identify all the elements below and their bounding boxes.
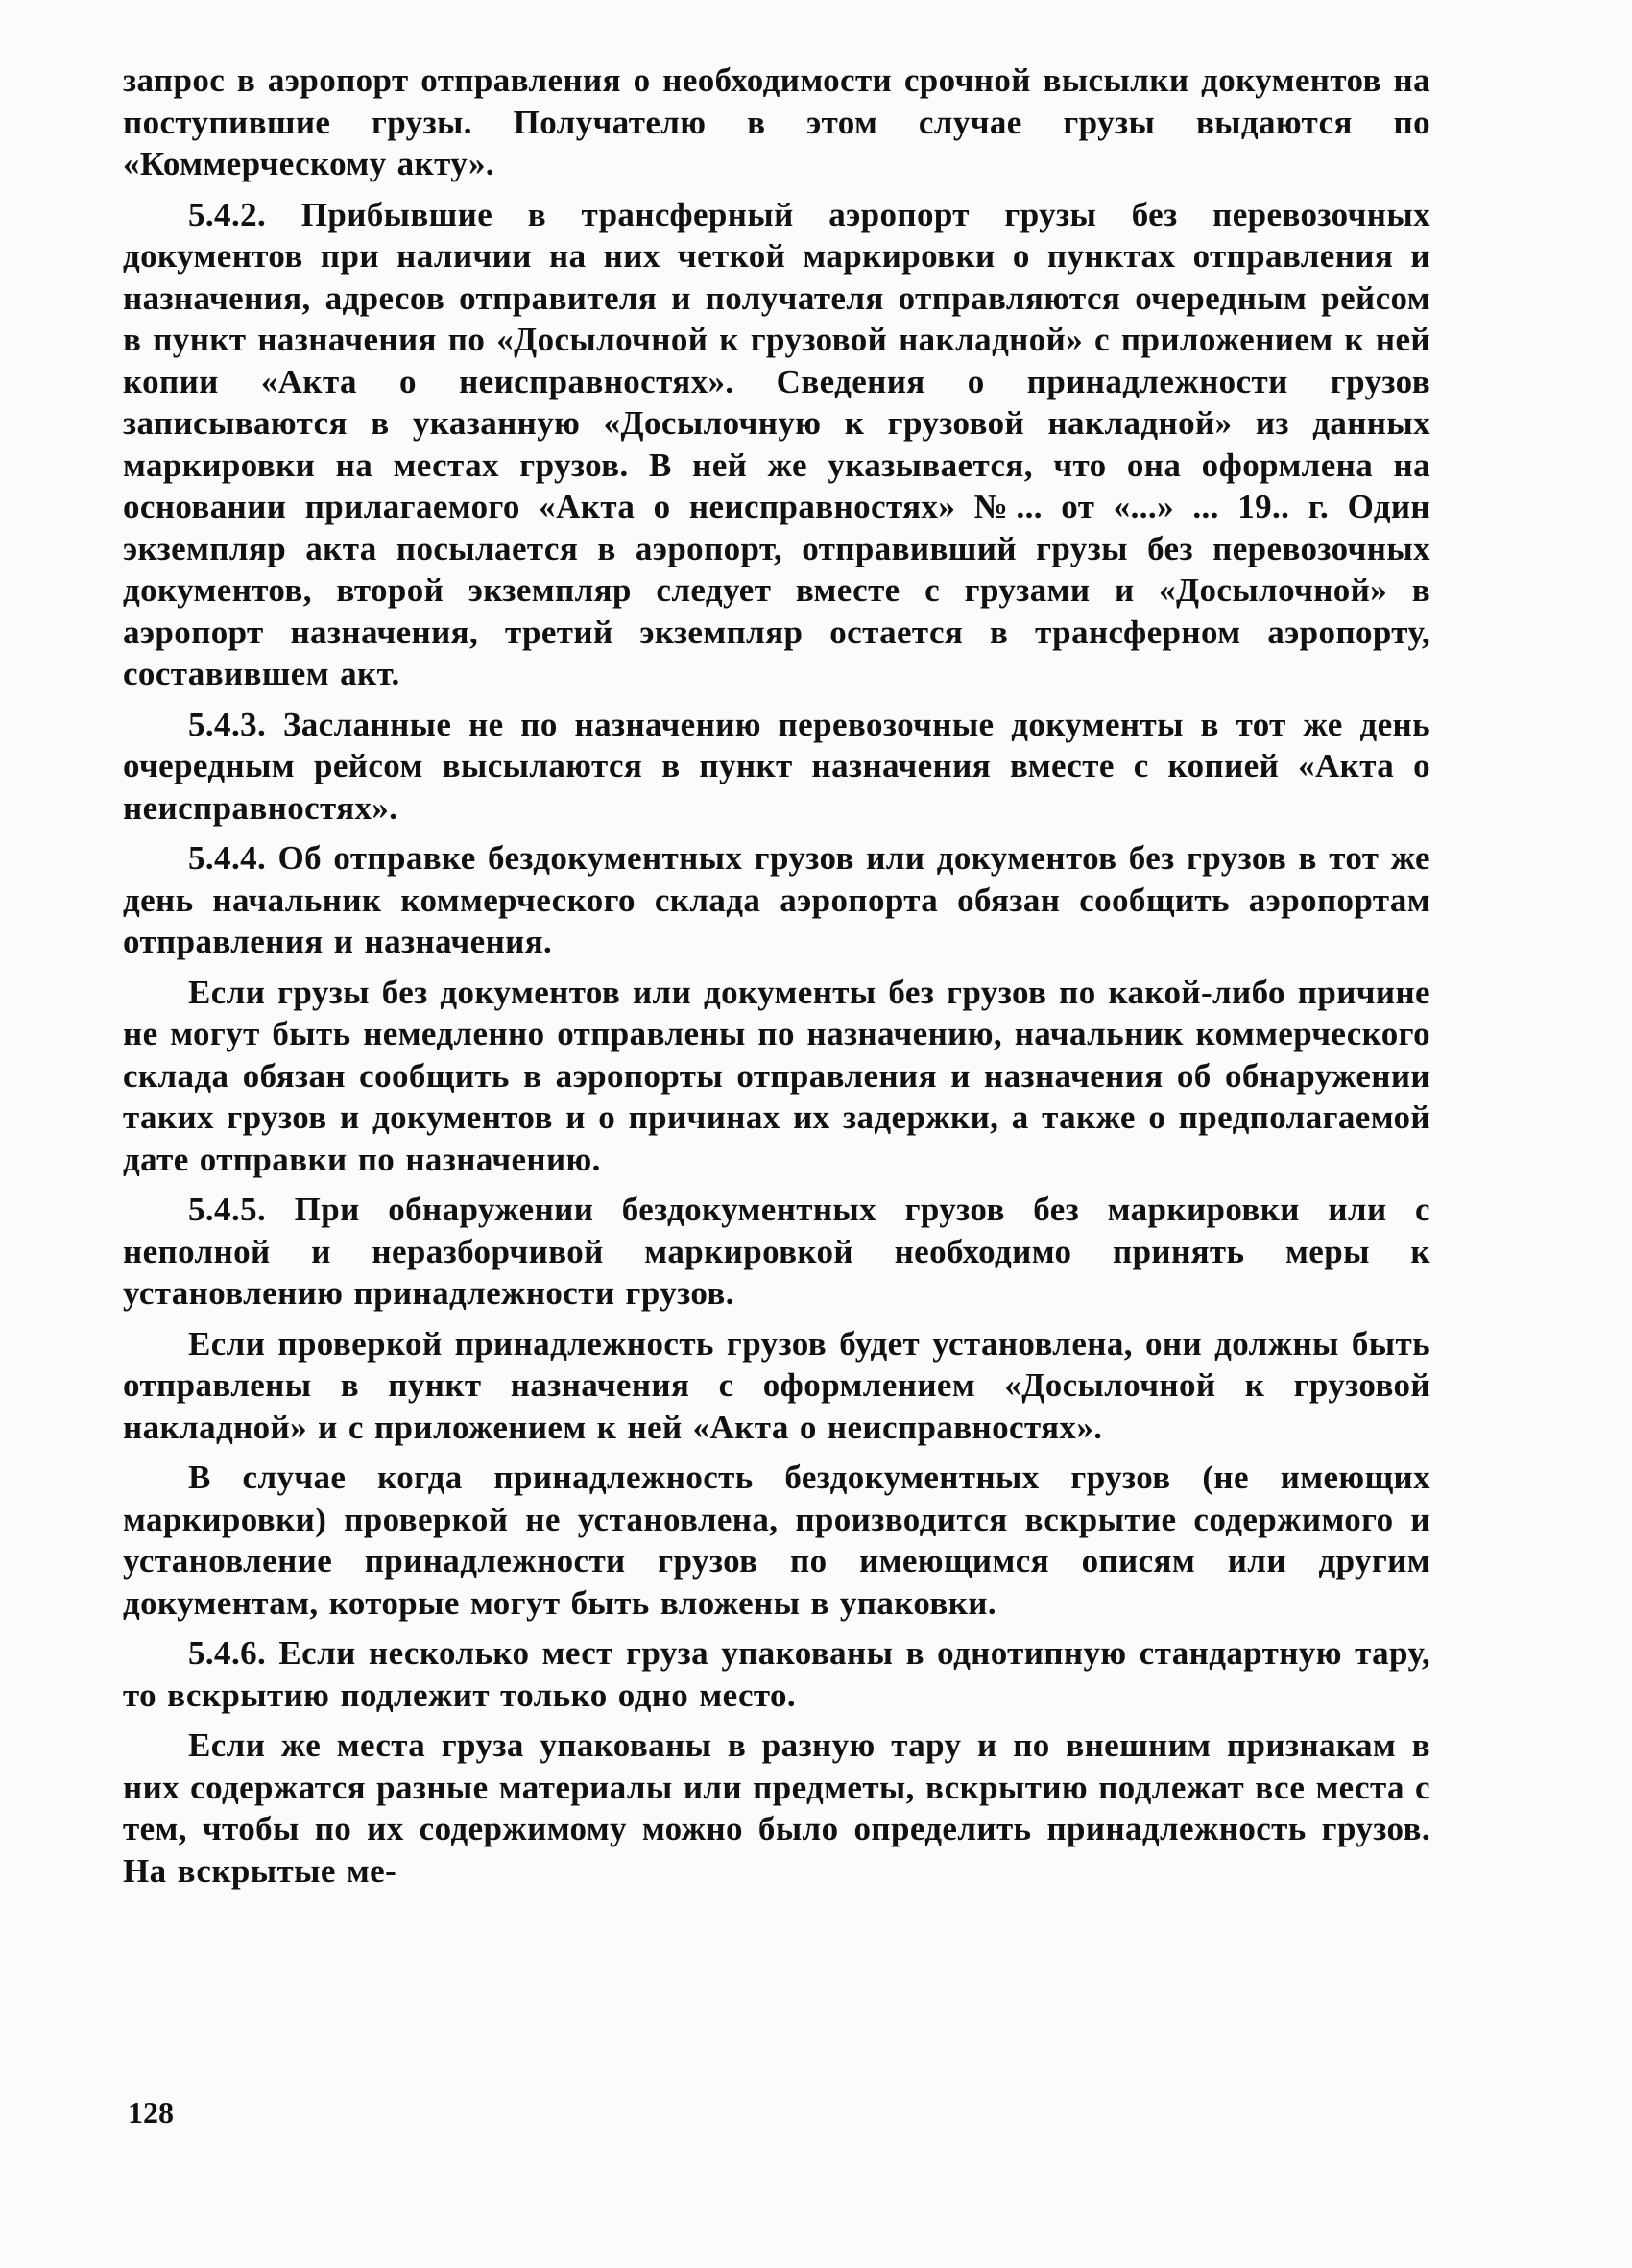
paragraph-5-4-4: 5.4.4. Об отправке бездокументных грузов или документов без грузов в тот же день начальник коммерческого склада аэропорта обязан сообщить аэропортам отправления и назначения. [123,839,1430,960]
page-number: 128 [128,2095,174,2130]
body-text [123,60,1430,1900]
paragraph-5-4-3: 5.4.3. Засланные не по назначению перевозочные документы в тот же день очередным рейсом высылаются в пункт назначения вместе с копией «Акта о неисправностях». [123,705,1430,827]
paragraph-5-4-5-cont-2: В случае когда принадлежность бездокументных грузов (не имеющих маркировки) проверкой не установлена, производится вскрытие содержимого и установление принадлежности грузов по имеющимся описям или другим документам, которые могут быть вложены в упаковки. [123,1459,1430,1622]
paragraph-5-4-5: 5.4.5. При обнаружении бездокументных грузов без маркировки или с неполной и неразборчивой маркировкой необходимо принять меры к установлению принадлежности грузов. [123,1191,1430,1312]
paragraph-5-4-4-cont: Если грузы без документов или документы без грузов по какой-либо причине не могут быть немедленно отправлены по назначению, начальник коммерческого склада обязан сообщить в аэропорты отправления и назначения об обнаружении таких грузов и документов и о причинах их задержки, а также о предполагаемой дате отправки по назначению. [123,973,1430,1178]
paragraph-5-4-5-cont-1: Если проверкой принадлежность грузов будет установлена, они должны быть отправлены в пункт назначения с оформлением «Досылочной к грузовой накладной» и с приложением к ней «Акта о неисправностях». [123,1324,1430,1446]
paragraph-5-4-6-cont: Если же места груза упакованы в разную тару и по внешним признакам в них содержатся разные материалы или предметы, вскрытию подлежат все места с тем, чтобы по их содержимому можно было определить принадлежность грузов. На вскрытые ме- [123,1726,1430,1890]
paragraph-continuation: запрос в аэропорт отправления о необходимости срочной высылки документов на поступившие грузы. Получателю в этом случае грузы выдаются по «Коммерческому акту». [123,61,1430,182]
paragraph-5-4-6: 5.4.6. Если несколько мест груза упакованы в однотипную стандартную тару, то вскрытию подлежит только одно место. [123,1634,1430,1714]
paragraph-5-4-2: 5.4.2. Прибывшие в трансферный аэропорт грузы без перевозочных документов при наличии на них четкой маркировки о пунктах отправления и назначения, адресов отправителя и получателя отправляются очередным рейсом в пункт назначения по «Досылочной к грузовой накладной» с приложением к ней копии «Акта о неисправностях». Сведения о принадлежности грузов записываются в указанную «Досылочную к грузовой накладной» из данных маркировки на местах грузов. В ней же указывается, что она оформлена на основании прилагаемого «Акта о неисправностях» №... от «...» ... 19.. г. Один экземпляр акта посылается в аэропорт, отправивший грузы без перевозочных документов, второй экземпляр следует вместе с грузами и «Досылочной» в аэропорт назначения, третий экземпляр остается в трансферном аэропорту, составившем акт. [123,195,1430,692]
